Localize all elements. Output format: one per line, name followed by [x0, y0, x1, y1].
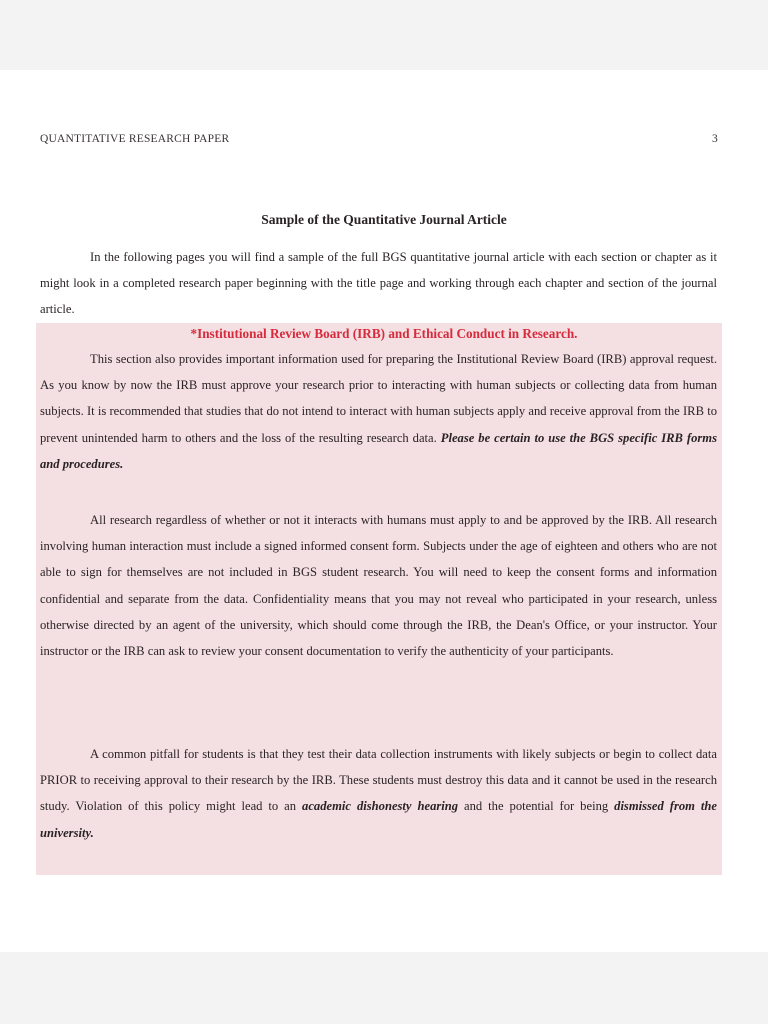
irb-paragraph-3	[40, 741, 717, 846]
irb-paragraph-3-mid: and the potential for being	[464, 799, 609, 814]
irb-forms-emphasis: Please be certain to use the BGS specific IRB forms and procedures.	[40, 430, 717, 471]
document-title: Sample of the Quantitative Journal Article	[261, 212, 507, 227]
irb-paragraph-3-start: A common pitfall for students is that they test their data collection instruments with likely subjects or begin to collect data PRIOR to receiving approval to their research by the IRB. These students must destroy this data and it cannot be used in the research study. Violation of this policy might lead to an	[40, 747, 717, 814]
irb-paragraph-1	[40, 346, 717, 477]
dismissal-emphasis: dismissed from the university.	[40, 799, 718, 840]
irb-paragraph-1-text: This section also provides important information used for preparing the Institutional Review Board (IRB) approval request. As you know by now the IRB must approve your research prior to interacting with human subjects or collecting data from human subjects. It is recommended that studies that do not intend to interact with human subjects apply and receive approval from the IRB to prevent unintended harm to others and the loss of the resulting research data.	[40, 352, 717, 445]
dishonesty-hearing-emphasis: academic dishonesty hearing	[302, 799, 459, 814]
page-number: 3	[712, 133, 718, 145]
intro-paragraph: In the following pages you will find a sample of the full BGS quantitative journal article with each section or chapter as it might look in a completed research paper beginning with the title page and working through each chapter and section of the journal article.	[40, 250, 717, 317]
running-head	[40, 133, 718, 145]
section-heading: *Institutional Review Board (IRB) and Ethical Conduct in Research.	[190, 326, 578, 341]
running-head-title: QUANTITATIVE RESEARCH PAPER	[40, 133, 230, 145]
irb-paragraph-2: All research regardless of whether or not it interacts with humans must apply to and be approved by the IRB. All research involving human interaction must include a signed informed consent form. Subjects under the age of eighteen and others who are not able to sign for themselves are not included in BGS student research. You will need to keep the consent forms and information confidential and separate from the data. Confidentiality means that you may not reveal who participated in your research, unless otherwise directed by an agent of the university, which should come through the IRB, the Dean's Office, or your instructor. Your instructor or the IRB can ask to review your consent documentation to verify the authenticity of your participants.	[40, 513, 717, 659]
